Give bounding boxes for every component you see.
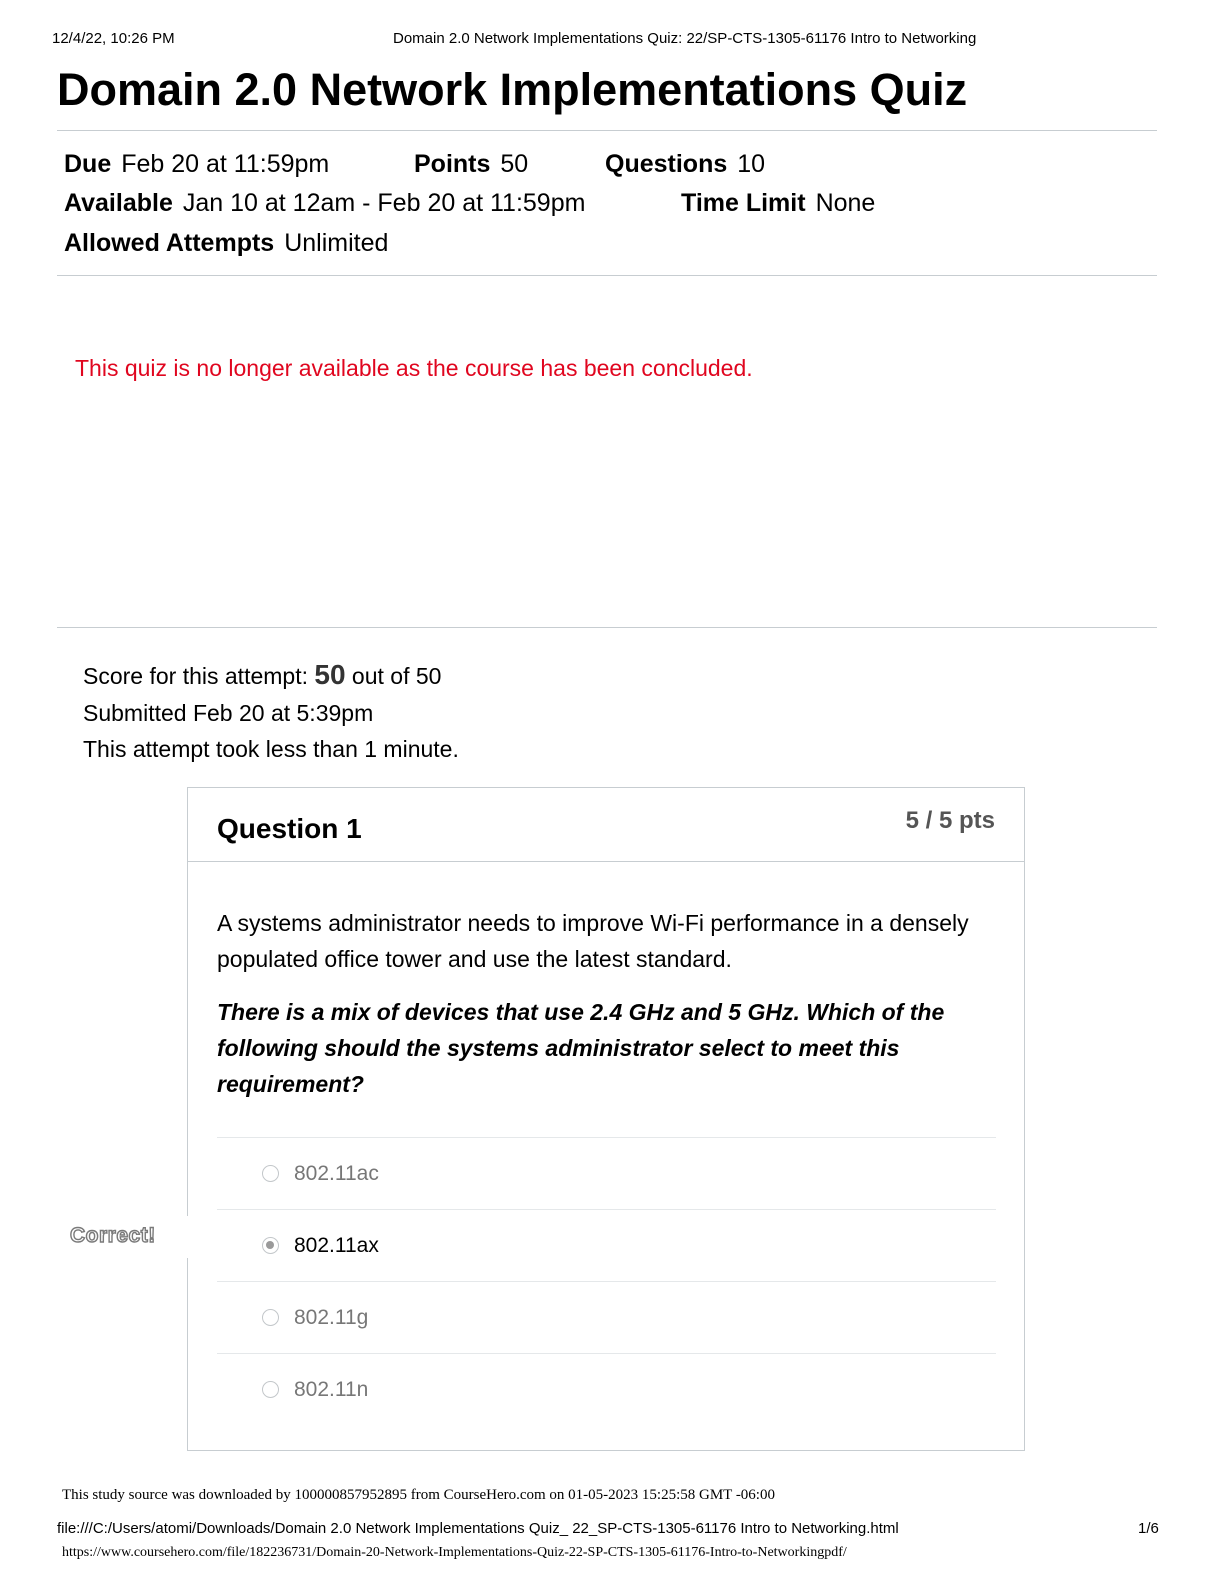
file-path: file:///C:/Users/atomi/Downloads/Domain 2.0 Network Implementations Quiz_ 22_SP-CTS-1305-61176 Intro to Networking.html: [57, 1520, 899, 1537]
due-info: [64, 149, 329, 179]
question-header: [188, 788, 1024, 862]
answer-label: 802.11g: [294, 1306, 369, 1329]
attempt-score: [83, 659, 441, 691]
correct-answer-flag: [58, 1216, 190, 1258]
answer-label: 802.11ac: [294, 1162, 379, 1185]
study-source-note: This study source was downloaded by 100000857952895 from CourseHero.com on 01-05-2023 15:25:58 GMT -06:00: [62, 1487, 775, 1503]
attempt-duration: This attempt took less than 1 minute.: [83, 736, 459, 762]
radio-icon[interactable]: [262, 1165, 279, 1182]
question-title: Question 1: [217, 813, 362, 844]
available-label: Available: [64, 189, 173, 217]
attempt-submitted: Submitted Feb 20 at 5:39pm: [83, 700, 374, 726]
radio-icon[interactable]: [262, 1381, 279, 1398]
meta-divider: [57, 275, 1157, 276]
notice-divider: [57, 627, 1157, 628]
question-emphasis: There is a mix of devices that use 2.4 GHz and 5 GHz. Which of the following should the systems administrator select to meet this requirement?: [217, 999, 945, 1097]
attempts-value: Unlimited: [284, 229, 389, 257]
correct-flag-label: Correct!: [70, 1224, 156, 1247]
course-concluded-notice: This quiz is no longer available as the course has been concluded.: [75, 355, 753, 381]
attempts-info: [64, 228, 388, 258]
answer-option[interactable]: [217, 1353, 996, 1425]
answer-label: 802.11ax: [294, 1234, 379, 1257]
points-value: 50: [500, 150, 529, 178]
due-label: Due: [64, 150, 112, 178]
questions-label: Questions: [605, 150, 728, 178]
time-limit-info: [681, 188, 875, 218]
page-title: Domain 2.0 Network Implementations Quiz: [57, 64, 968, 115]
print-doc-title: Domain 2.0 Network Implementations Quiz: 22/SP-CTS-1305-61176 Intro to Networking: [393, 30, 977, 47]
page-number: 1/6: [1138, 1520, 1159, 1537]
question-card: [187, 787, 1025, 1451]
due-value: Feb 20 at 11:59pm: [121, 150, 330, 178]
points-info: [414, 149, 528, 179]
question-text: A systems administrator needs to improve Wi-Fi performance in a densely populated office tower and use the latest standard.: [217, 910, 969, 972]
answer-option[interactable]: [217, 1281, 996, 1353]
radio-icon[interactable]: [262, 1309, 279, 1326]
answer-option[interactable]: [217, 1137, 996, 1209]
answer-label: 802.11n: [294, 1378, 369, 1401]
time-limit-label: Time Limit: [681, 189, 806, 217]
score-prefix: Score for this attempt:: [83, 663, 308, 689]
available-info: [64, 188, 585, 218]
score-value: 50: [314, 659, 346, 690]
score-suffix: out of 50: [351, 663, 442, 689]
answer-option-selected[interactable]: [217, 1209, 996, 1281]
questions-value: 10: [737, 150, 766, 178]
available-value: Jan 10 at 12am - Feb 20 at 11:59pm: [182, 189, 586, 217]
title-divider: [57, 130, 1157, 131]
source-url[interactable]: https://www.coursehero.com/file/182236731/Domain-20-Network-Implementations-Quiz-22-SP-CTS-1305-61176-Intro-to-Networkingpdf/: [62, 1545, 847, 1560]
time-limit-value: None: [815, 189, 876, 217]
points-label: Points: [414, 150, 491, 178]
question-points: 5 / 5 pts: [905, 807, 995, 834]
radio-checked-icon[interactable]: [262, 1237, 279, 1254]
questions-info: [605, 149, 765, 179]
print-datetime: 12/4/22, 10:26 PM: [52, 30, 175, 47]
answer-list: [217, 1137, 996, 1425]
attempts-label: Allowed Attempts: [64, 229, 275, 257]
